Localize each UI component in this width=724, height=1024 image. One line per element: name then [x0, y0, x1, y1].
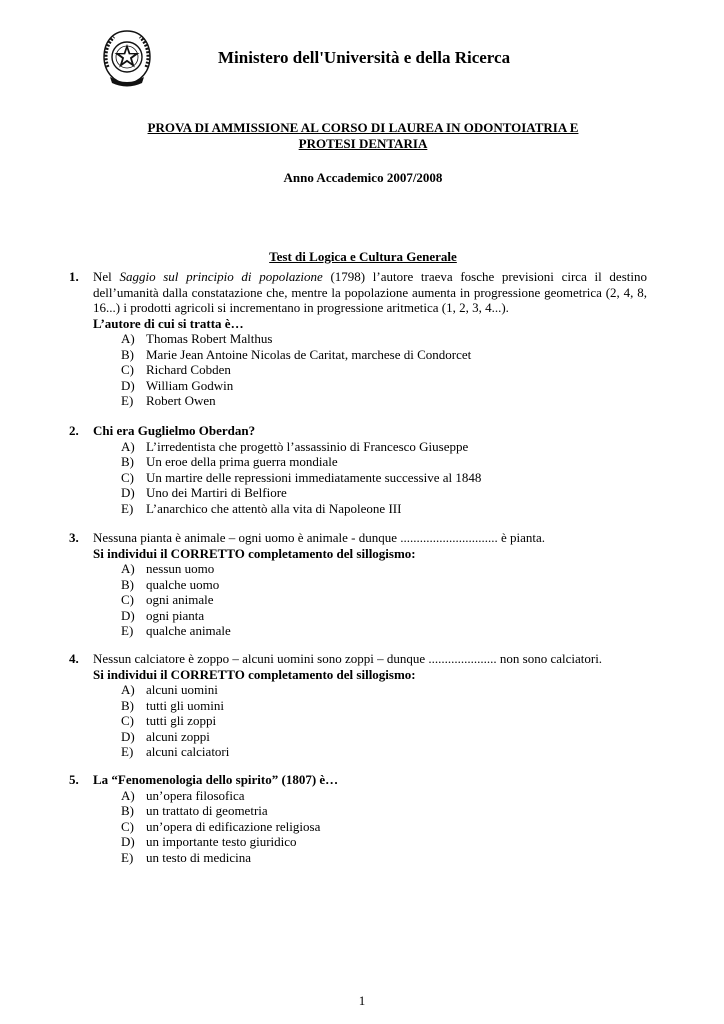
- option-text: L’irredentista che progettò l’assassinio di Francesco Giuseppe: [146, 438, 469, 454]
- question-number: 4.: [69, 651, 79, 666]
- option-letter: A): [121, 682, 135, 697]
- question-1: [69, 269, 647, 409]
- option-text: tutti gli zoppi: [146, 713, 217, 728]
- option-text: Uno dei Martiri di Belfiore: [146, 485, 287, 500]
- section-title: Test di Logica e Cultura Generale: [269, 249, 457, 264]
- book-title: Saggio sul principio di popolazione: [119, 269, 323, 284]
- option-letter: B): [121, 454, 134, 469]
- answer-option[interactable]: [121, 698, 647, 714]
- answer-option[interactable]: [121, 850, 647, 866]
- option-text: alcuni uomini: [146, 682, 218, 697]
- option-letter: B): [121, 697, 134, 713]
- answer-option[interactable]: [121, 819, 647, 835]
- option-text: alcuni calciatori: [146, 744, 230, 759]
- answer-option[interactable]: [121, 592, 647, 608]
- option-text: un testo di medicina: [146, 849, 252, 865]
- option-letter: D): [121, 607, 135, 623]
- option-letter: C): [121, 362, 134, 377]
- option-letter: A): [121, 438, 135, 454]
- option-letter: D): [121, 485, 135, 500]
- answer-options: [93, 682, 647, 760]
- answer-options: [93, 439, 647, 517]
- option-text: un’opera filosofica: [146, 787, 245, 803]
- answer-option[interactable]: [121, 485, 647, 501]
- option-text: L’anarchico che attentò alla vita di Napoleone III: [146, 500, 402, 516]
- option-text: William Godwin: [146, 377, 234, 393]
- republic-emblem-icon: [98, 27, 156, 89]
- question-text-part: (1798) l’autore traeva fosche previsioni circa il destino dell’umanità dalla constatazione che, mentre la popolazione aumenta in progressione geometrica (2, 4, 8, 16...) i prodotti agricoli si incrementano in progressione aritmetica (1, 2, 3, 4...).: [93, 269, 647, 315]
- answer-options: [93, 331, 647, 409]
- answer-option[interactable]: [121, 470, 647, 486]
- option-text: qualche animale: [146, 623, 231, 638]
- answer-option[interactable]: [121, 834, 647, 850]
- option-letter: B): [121, 803, 134, 818]
- option-text: alcuni zoppi: [146, 728, 210, 744]
- answer-option[interactable]: [121, 623, 647, 639]
- answer-option[interactable]: [121, 393, 647, 409]
- option-letter: E): [121, 393, 134, 408]
- option-text: Thomas Robert Malthus: [146, 331, 273, 346]
- academic-year: Anno Accademico 2007/2008: [283, 170, 443, 185]
- option-text: nessun uomo: [146, 561, 215, 576]
- option-letter: D): [121, 834, 135, 849]
- exam-title-line-2: PROTESI DENTARIA: [298, 135, 428, 151]
- exam-title-line-1: PROVA DI AMMISSIONE AL CORSO DI LAUREA IN ODONTOIATRIA E: [147, 120, 579, 135]
- answer-option[interactable]: [121, 744, 647, 760]
- answer-option[interactable]: [121, 501, 647, 517]
- option-text: un’opera di edificazione religiosa: [146, 818, 321, 834]
- answer-option[interactable]: [121, 577, 647, 593]
- answer-option[interactable]: [121, 561, 647, 577]
- option-letter: A): [121, 331, 135, 346]
- answer-options: [93, 788, 647, 866]
- option-letter: B): [121, 346, 134, 362]
- option-text: un importante testo giuridico: [146, 834, 297, 849]
- option-text: ogni animale: [146, 592, 214, 607]
- answer-option[interactable]: [121, 331, 647, 347]
- answer-option[interactable]: [121, 439, 647, 455]
- option-text: tutti gli uomini: [146, 697, 225, 713]
- option-letter: C): [121, 592, 134, 607]
- question-prompt: La “Fenomenologia dello spirito” (1807) è…: [93, 772, 339, 787]
- question-prompt: Chi era Guglielmo Oberdan?: [93, 423, 256, 438]
- option-letter: E): [121, 849, 134, 865]
- option-text: un trattato di geometria: [146, 803, 268, 818]
- answer-options: [93, 561, 647, 639]
- question-number: 1.: [69, 269, 79, 284]
- question-number: 3.: [69, 530, 79, 545]
- ministry-heading: Ministero dell'Università e della Ricerca: [218, 48, 511, 67]
- answer-option[interactable]: [121, 682, 647, 698]
- option-letter: E): [121, 500, 134, 516]
- answer-option[interactable]: [121, 454, 647, 470]
- option-letter: E): [121, 744, 134, 759]
- option-text: Richard Cobden: [146, 362, 231, 377]
- question-number: 5.: [69, 772, 79, 787]
- question-number: 2.: [69, 423, 79, 438]
- option-letter: C): [121, 713, 134, 728]
- question-text: Nessun calciatore è zoppo – alcuni uomini sono zoppi – dunque ..................... non sono calciatori.: [93, 651, 603, 666]
- option-text: qualche uomo: [146, 576, 220, 592]
- page-number: 1: [358, 993, 366, 1008]
- option-text: Un eroe della prima guerra mondiale: [146, 454, 338, 469]
- option-letter: D): [121, 728, 135, 744]
- option-letter: A): [121, 561, 135, 576]
- answer-option[interactable]: [121, 362, 647, 378]
- question-text: [93, 269, 647, 316]
- answer-option[interactable]: [121, 378, 647, 394]
- question-2: [69, 423, 647, 516]
- question-text-part: Nel: [93, 269, 120, 284]
- answer-option[interactable]: [121, 347, 647, 363]
- question-5: [69, 772, 647, 865]
- question-text: Nessuna pianta è animale – ogni uomo è animale - dunque .............................. è pianta.: [93, 530, 545, 545]
- option-letter: C): [121, 818, 134, 834]
- question-3: [69, 530, 647, 639]
- answer-option[interactable]: [121, 608, 647, 624]
- question-prompt: Si individui il CORRETTO completamento del sillogismo:: [93, 666, 416, 682]
- answer-option[interactable]: [121, 788, 647, 804]
- question-4: [69, 651, 647, 760]
- question-prompt: Si individui il CORRETTO completamento del sillogismo:: [93, 545, 416, 561]
- answer-option[interactable]: [121, 803, 647, 819]
- question-prompt: L’autore di cui si tratta è…: [93, 315, 244, 331]
- option-text: ogni pianta: [146, 607, 205, 623]
- option-letter: E): [121, 623, 134, 638]
- option-letter: D): [121, 377, 135, 393]
- option-text: Robert Owen: [146, 393, 216, 408]
- option-text: Un martire delle repressioni immediatamente successive al 1848: [146, 469, 482, 485]
- answer-option[interactable]: [121, 713, 647, 729]
- answer-option[interactable]: [121, 729, 647, 745]
- option-letter: A): [121, 787, 135, 803]
- option-letter: C): [121, 469, 134, 485]
- option-letter: B): [121, 576, 134, 592]
- option-text: Marie Jean Antoine Nicolas de Caritat, marchese di Condorcet: [146, 346, 472, 362]
- exam-title: [90, 120, 636, 151]
